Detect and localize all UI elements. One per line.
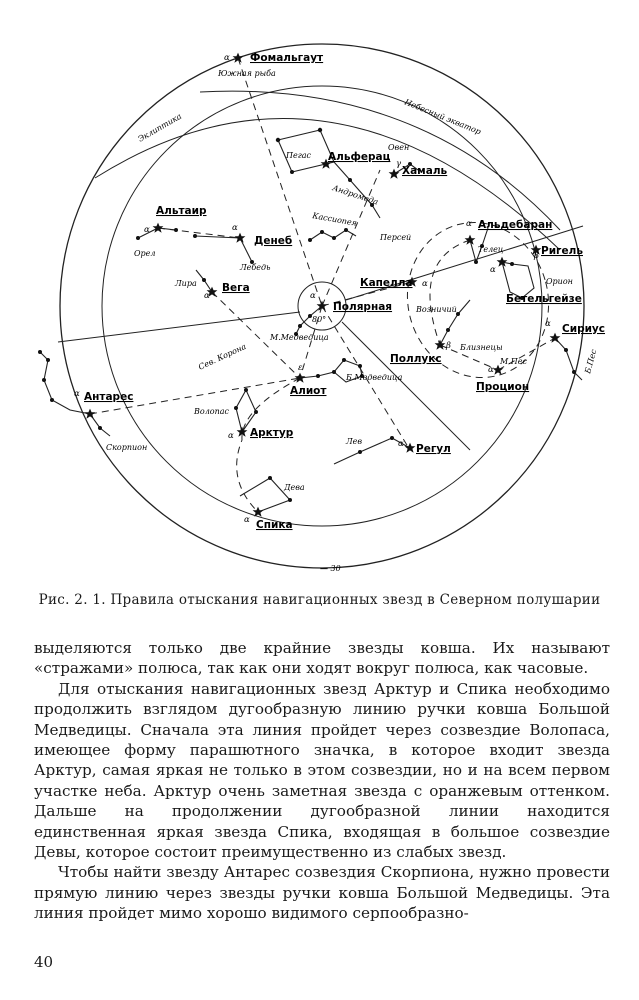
const-corona: Сев. Корона [197,341,248,372]
const-ursa-minor: М.Медведица [270,333,329,342]
const-pegasus: Пегас [286,151,312,160]
const-auriga: Возничий [416,305,457,314]
lat-30-label: — 30 [320,564,341,573]
paragraph-1: выделяются только две крайние звезды ковша. Их называют «стражами» полюса, так как они ходят вокруг полюса, как часовые. [34,639,610,678]
const-perseus: Персей [380,233,412,242]
alpha-procyon: α [488,365,494,375]
const-bootes: Волопас [194,407,230,416]
paragraph-2: Для отыскания навигационных звезд Арктур и Спика необходимо продолжить взглядом дугообразную линию ручки ковша Большой Медведицы. Сначала эта линия пройдет через созвездие Волопаса, имеющее форму парашютного значка, в которое входит звезда Арктур, самая яркая не только в этом созвездии, но и на всем первом участке неба. Арктур очень заметная звезда с оранжевым оттенком. Дальше на продолжении дугообразной линии находится единственная яркая звезда Спика, входящая в большое созвездие Девы, которое состоит преимущественно из слабых звезд. [34,679,610,862]
alpha-sirius: α [545,319,551,329]
label-fomalhaut: Фомальгаут [250,52,324,64]
alpha-vega: α [204,291,210,301]
label-spica: Спика [256,519,293,531]
virgo-shape [240,478,290,512]
page-number: 40 [34,953,54,971]
epsilon-alioth: ε [298,363,303,373]
altair-star-icon [153,223,164,233]
label-betelgeuse: Бетельгейзе [506,293,582,305]
label-rigel: Ригель [541,245,583,257]
ecliptic-label: Эклиптика [136,111,184,144]
betelgeuse-star-icon [497,257,508,267]
procyon-star-icon [493,365,504,375]
bootes-kite [236,390,256,432]
const-pisces-austrinus: Южная рыба [218,69,276,78]
alpha-antares: α [74,389,80,399]
label-sirius: Сириус [562,323,606,335]
alpha-spica: α [244,515,250,525]
alpha-arcturus: α [228,431,234,441]
beta-rigel: β [534,251,539,261]
const-canis-major: Б.Пес [583,348,599,375]
const-virgo: Дева [284,483,305,492]
label-regulus: Регул [416,443,451,455]
const-leo: Лев [346,437,363,446]
label-altair: Альтаир [156,205,207,217]
label-alpheratz: Альферац [328,151,391,163]
alpha-betelgeuse: α [490,265,496,275]
equator-label: Небесный экватор [403,97,483,137]
const-cygnus: Лебедь [240,263,271,272]
beta-pollux: β [446,341,451,351]
label-antares: Антарес [84,391,134,403]
const-cassiopeia: Кассиопея [311,211,358,228]
label-procyon: Процион [476,381,530,393]
paragraph-3: Чтобы найти звезду Антарес созвездия Скорпиона, нужно провести прямую линию через звезды ручки ковша Большой Медведицы. Эта линия пройдет мимо хорошо видимого серпообразно- [34,863,610,923]
meridian-line-left [58,312,300,342]
label-arcturus: Арктур [250,427,294,439]
label-capella: Капелла [360,277,413,289]
const-taurus: Телец [478,245,504,254]
figure-caption: Рис. 2. 1. Правила отыскания навигационных звезд в Северном полушарии [38,592,601,608]
alpha-deneb: α [232,223,238,233]
const-orion: Орион [546,277,573,286]
hamal-star-icon [389,169,400,179]
pollux-star-icon [435,340,446,350]
alpha-altair: α [144,225,150,235]
const-andromeda: Андромеда [331,183,380,207]
sirius-star-icon [550,333,561,343]
body-text [34,638,610,924]
const-gemini: Близнецы [460,343,503,352]
label-polaris: Полярная [333,301,393,313]
const-canis-minor: М.Пес [500,357,527,366]
alpha-fomalhaut: α [224,53,230,63]
alpha-regulus: α [398,439,404,449]
label-deneb: Денеб [254,235,293,247]
label-alioth: Алиот [290,385,327,397]
label-pollux: Поллукс [390,353,442,365]
label-vega: Вега [222,282,250,294]
aldebaran-star-icon [465,235,476,245]
const-lyra: Лира [175,279,197,288]
label-hamal: Хамаль [402,165,448,177]
alpha-polaris: α [310,291,316,301]
const-aquila: Орел [134,249,156,258]
alpha-capella: α [422,279,428,289]
alpha-aldebaran: α [466,219,472,229]
const-aries: Овен [388,143,410,152]
label-aldebaran: Альдебаран [478,219,553,231]
gamma-hamal: γ [396,159,402,169]
guide-arc-pollux [430,240,470,345]
const-ursa-major: Б.Медведица [346,373,403,382]
fomalhaut-star-icon [233,53,244,63]
cygnus-cross [195,236,252,262]
const-scorpius: Скорпион [106,443,148,452]
lat-80-label: 80° [312,315,327,324]
